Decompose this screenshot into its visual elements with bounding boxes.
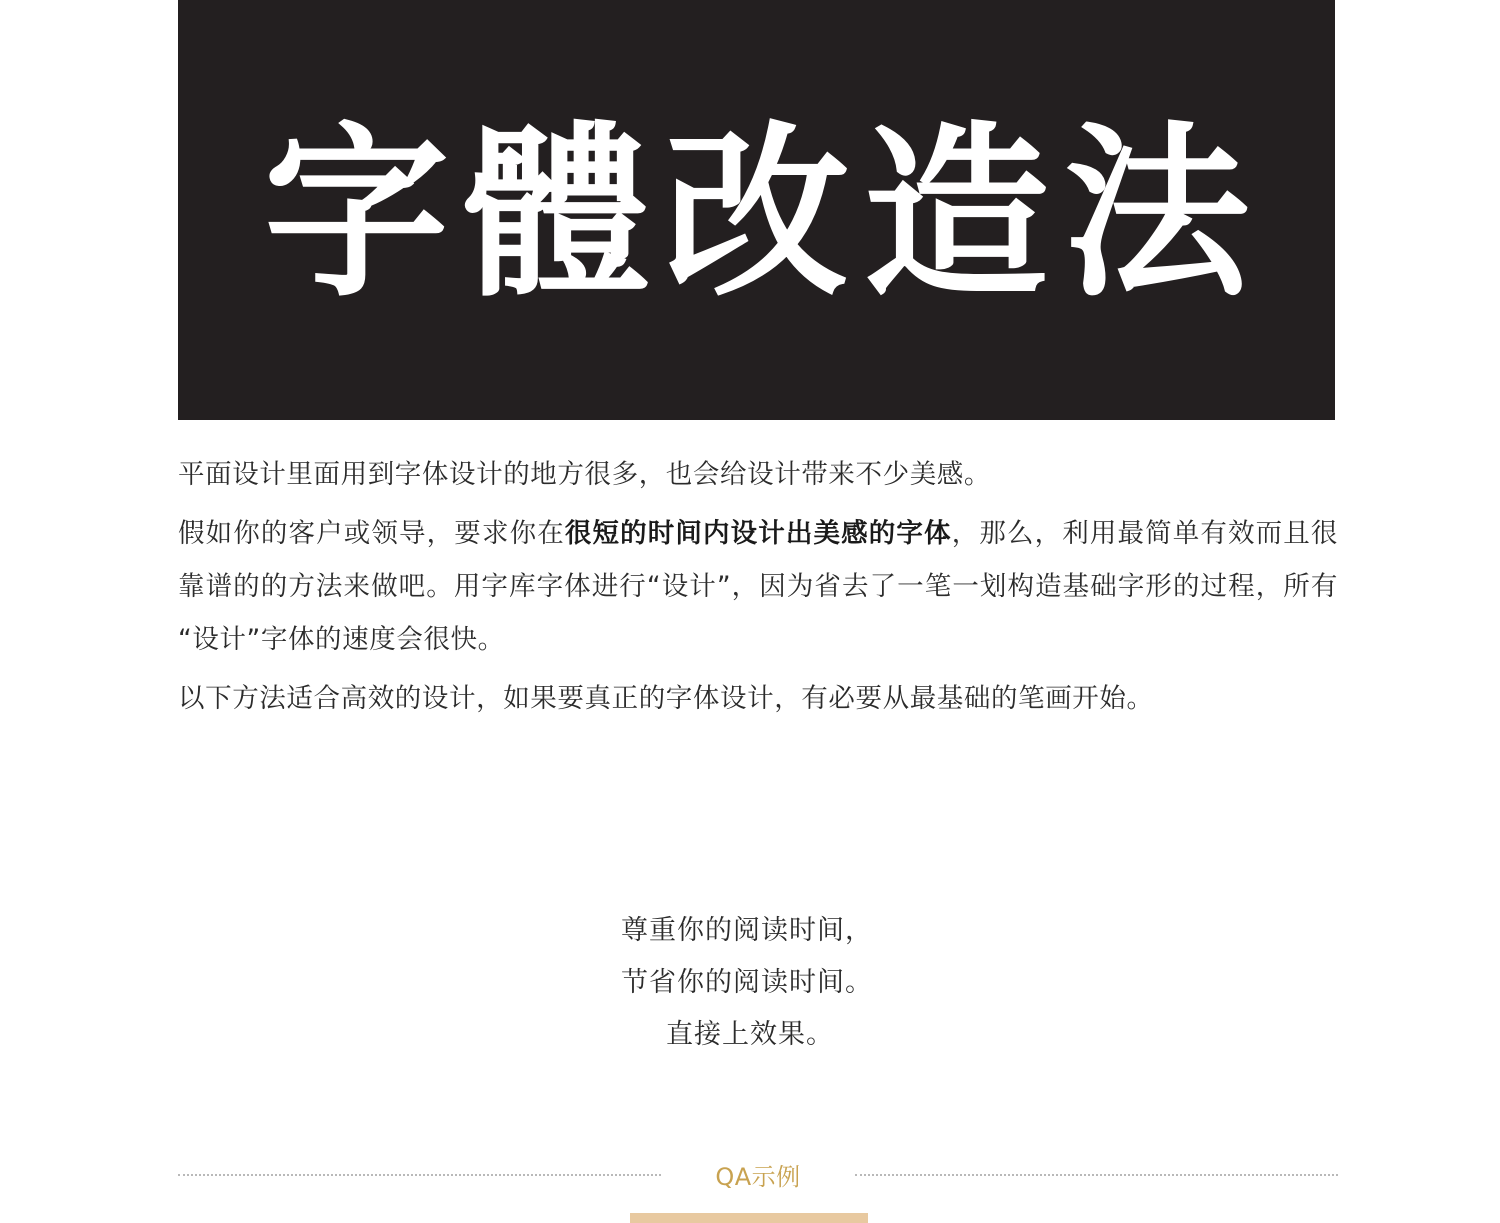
next-section-image-edge [630, 1213, 868, 1223]
section-divider [178, 1157, 1338, 1192]
paragraph-2-after: ，那么，利用最简单有效而且很靠谱的的方法来做吧。用字库字体进行“设计”，因为省去了一笔一划构造基础字形的过程，所有“设计”字体的速度会很快。 [178, 518, 1338, 655]
divider-rule-left [178, 1174, 661, 1176]
hero-title: 字體改造法 [263, 103, 1264, 322]
paragraph-2 [178, 507, 1338, 666]
divider-label: QA示例 [715, 1163, 801, 1191]
paragraph-2-before: 假如你的客户或领导，要求你在 [178, 518, 565, 549]
slogan-block [0, 905, 1500, 1061]
slogan-line-2: 节省你的阅读时间。 [621, 967, 873, 998]
article-body [178, 448, 1338, 731]
divider-rule-right [855, 1174, 1338, 1176]
paragraph-3: 以下方法适合高效的设计，如果要真正的字体设计，有必要从最基础的笔画开始。 [178, 683, 1154, 714]
paragraph-1: 平面设计里面用到字体设计的地方很多，也会给设计带来不少美感。 [178, 459, 991, 490]
hero-banner [178, 0, 1335, 420]
paragraph-2-emphasis: 很短的时间内设计出美感的字体 [564, 518, 952, 549]
slogan-line-3: 直接上效果。 [666, 1019, 834, 1050]
slogan-line-1: 尊重你的阅读时间， [621, 915, 873, 946]
